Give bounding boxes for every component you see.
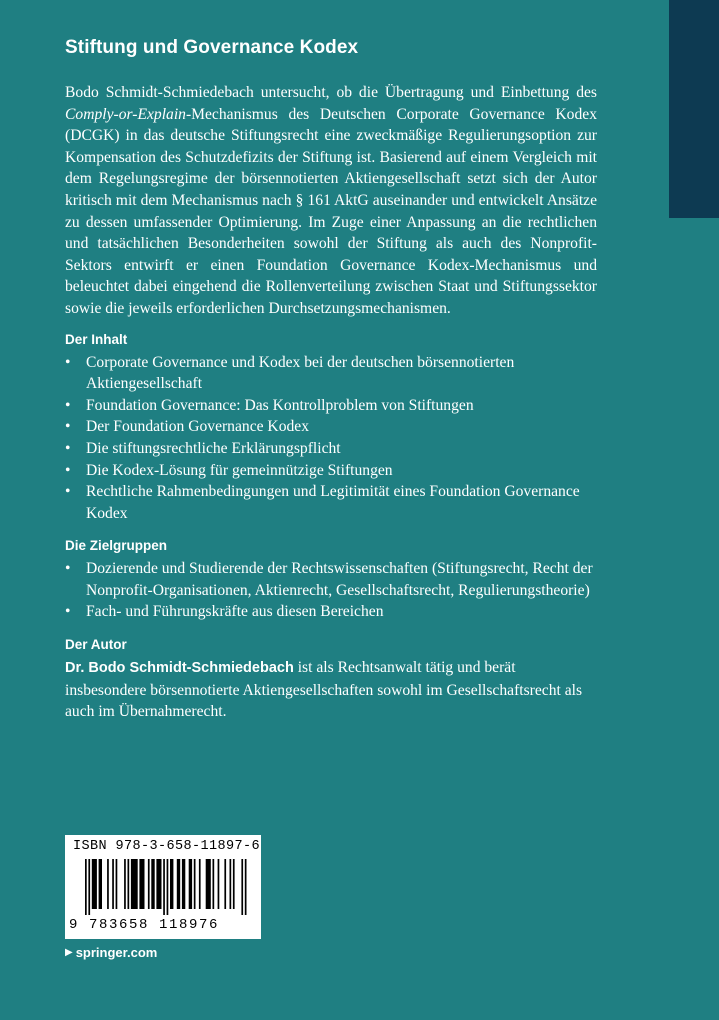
bullet-icon: •	[65, 439, 71, 457]
intro-emphasis: Comply-or-Explain	[65, 105, 186, 123]
barcode-bar	[107, 859, 109, 909]
barcode-bars	[85, 859, 257, 917]
list-item: • Der Foundation Governance Kodex	[65, 416, 597, 438]
arrow-right-icon: ▶	[65, 947, 73, 958]
intro-text-2: -Mechanismus des Deutschen Corporate Governance Kodex (DCGK) in das deutsche Stiftungsrecht eine zweckmäßige Regulierungsoption zur Kompensation des Schutzdefizits der Stiftung ist. Basierend auf einem Vergleich mit dem Regelungsregime der börsennotierten Aktiengesellschaft setzt sich der Autor kritisch mit dem Mechanismus nach § 161 AktG auseinander und entwickelt Ansätze zu dessen umfassender Optimierung. Im Zuge einer Anpassung an die rechtlichen und tatsächlichen Besonderheiten sowohl der Stiftung als auch des Nonprofit-Sektors entwirft er einen Foundation Governance Kodex-Mechanismus und beleuchtet dabei eingehend die Rollenverteilung zwischen Staat und Stiftungssektor sowie die jeweils erforderlichen Durchsetzungsmechanismen.	[65, 105, 597, 317]
publisher-link[interactable]	[65, 945, 157, 960]
bullet-icon: •	[65, 461, 71, 479]
bullet-icon: •	[65, 418, 71, 436]
barcode-bar	[182, 859, 185, 909]
section-heading-zielgruppen: Die Zielgruppen	[65, 538, 168, 554]
barcode-bar	[189, 859, 192, 909]
barcode-bar	[131, 859, 138, 909]
list-item: • Foundation Governance: Das Kontrollproblem von Stiftungen	[65, 395, 597, 417]
barcode-bar	[151, 859, 154, 909]
intro-text-1: Bodo Schmidt-Schmiedebach untersucht, ob die Übertragung und Einbettung des	[65, 84, 597, 101]
barcode-guard-bar	[88, 859, 90, 915]
zielgruppen-list	[65, 558, 597, 623]
barcode-guard-bar	[241, 859, 243, 915]
back-cover-content	[65, 82, 597, 723]
list-item: • Corporate Governance und Kodex bei der deutschen börsennotierten Aktiengesellschaft	[65, 353, 515, 393]
barcode-guard-bar	[163, 859, 165, 915]
inhalt-list	[65, 352, 597, 525]
barcode-bar	[112, 859, 114, 909]
list-item: • Fach- und Führungskräfte aus diesen Bereichen	[65, 601, 597, 623]
barcode-bar	[213, 859, 215, 909]
barcode-bar	[218, 859, 220, 909]
barcode-guard-bar	[167, 859, 169, 915]
publisher-label: springer.com	[75, 945, 158, 960]
list-item: • Die stiftungsrechtliche Erklärungspflicht	[65, 438, 597, 460]
barcode-bar	[206, 859, 211, 909]
list-item: • Die Kodex-Lösung für gemeinnützige Stiftungen	[65, 460, 597, 482]
barcode-bar	[128, 859, 130, 909]
barcode-bar	[116, 859, 118, 909]
barcode-bar	[124, 859, 126, 909]
bullet-icon: •	[65, 483, 71, 501]
barcode-bar	[194, 859, 196, 909]
barcode-bar	[139, 859, 144, 909]
author-text: ist als Rechtsanwalt tätig und berät insbesondere börsennotierte Aktiengesellschaften sowohl im Gesellschaftsrecht als auch im Übernahmerecht.	[65, 659, 583, 721]
barcode-bar	[170, 859, 173, 909]
ean-number: 9 783658 118976	[69, 917, 220, 933]
intro-paragraph	[65, 82, 597, 320]
barcode-bar	[92, 859, 97, 909]
section-heading-inhalt: Der Inhalt	[65, 331, 128, 347]
list-item: • Dozierende und Studierende der Rechtswissenschaften (Stiftungsrecht, Recht der Nonprofit-Organisationen, Aktienrecht, Gesellschaftsrecht, Regulierungstheorie)	[65, 560, 593, 599]
bullet-icon: •	[65, 353, 71, 371]
list-item: • Rechtliche Rahmenbedingungen und Legitimität eines Foundation Governance Kodex	[65, 483, 580, 522]
barcode-bar	[224, 859, 226, 909]
section-heading-autor: Der Autor	[65, 637, 127, 653]
bullet-icon: •	[65, 396, 71, 414]
isbn-barcode	[65, 835, 261, 939]
barcode-bar	[233, 859, 235, 909]
book-title: Stiftung und Governance Kodex	[65, 37, 359, 58]
barcode-bar	[230, 859, 232, 909]
side-stripe	[669, 0, 719, 218]
isbn-label: ISBN 978-3-658-11897-6	[73, 839, 261, 854]
barcode-bar	[148, 859, 150, 909]
barcode-bar	[199, 859, 201, 909]
barcode-bar	[156, 859, 161, 909]
bullet-icon: •	[65, 603, 71, 621]
author-name: Dr. Bodo Schmidt-Schmiedebach	[65, 660, 294, 677]
bullet-icon: •	[65, 560, 71, 578]
barcode-bar	[177, 859, 180, 909]
barcode-guard-bar	[245, 859, 247, 915]
author-paragraph	[65, 657, 597, 723]
barcode-guard-bar	[85, 859, 87, 915]
barcode-bar	[99, 859, 102, 909]
